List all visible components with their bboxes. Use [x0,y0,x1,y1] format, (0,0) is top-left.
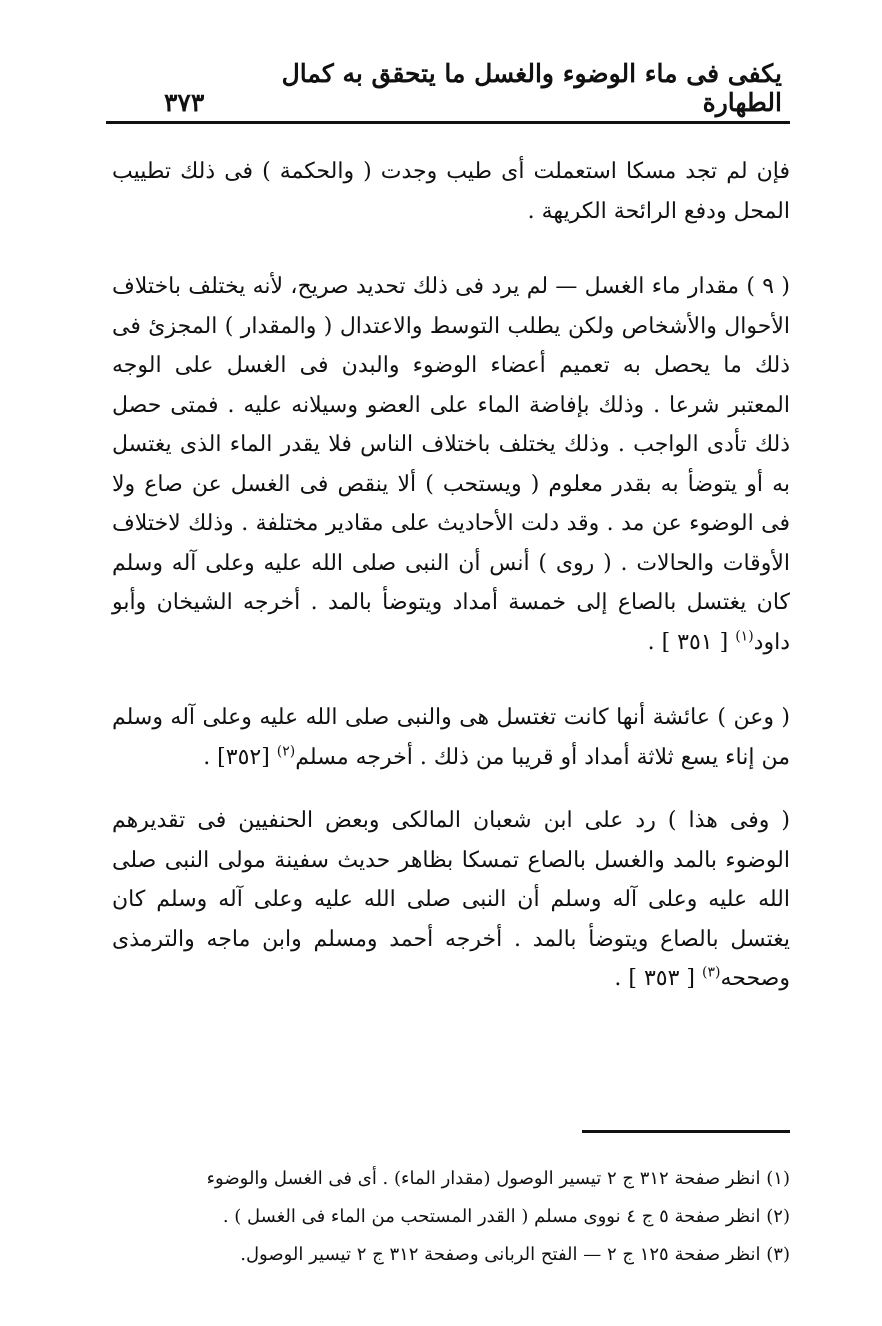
paragraph-4-text: ( وفى هذا ) رد على ابن شعبان المالكى وبعض الحنفيين فى تقديرهم الوضوء بالمد والغسل بالصاع تمسكا بظاهر حديث سفينة مولى النبى صلى الله عليه وعلى آله وسلم أن النبى صلى الله عليه وعلى آله وسلم كان يغتسل بالصاع ويتوضأ بالمد . أخرجه أحمد ومسلم وابن ماجه والترمذى وصححه [112,808,790,991]
footnote-ref-2: (٢) [276,743,296,760]
citation-1: [ ٣٥١ ] . [647,629,736,655]
running-header [106,59,790,124]
footnote-3: (٣) انظر صفحة ١٢٥ ج ٢ — الفتح الربانى وصفحة ٣١٢ ج ٢ تيسير الوصول. [240,1244,790,1265]
paragraph-2-text: ( ٩ ) مقدار ماء الغسل — لم يرد فى ذلك تحديد صريح، لأنه يختلف باختلاف الأحوال والأشخاص ولكن يطلب التوسط والاعتدال ( والمقدار ) المجزئ فى ذلك ما يحصل به تعميم أعضاء الوضوء والبدن فى الغسل على الوجه المعتبر شرعا . وذلك بإفاضة الماء على العضو وسيلانه عليه . فمتى حصل ذلك تأدى الواجب . وذلك يختلف باختلاف الناس فلا يقدر الماء الذى يغتسل به أو يتوضأ به بقدر معلوم ( ويستحب ) ألا ينقص فى الغسل عن صاع ولا فى الوضوء عن مد . وقد دلت الأحاديث على مقادير مختلفة . وذلك لاختلاف الأوقات والحالات . ( روى ) أنس أن النبى صلى الله عليه وعلى آله وسلم كان يغتسل بالصاع إلى خمسة أمداد ويتوضأ بالمد . أخرجه الشيخان وأبو داود [112,274,790,655]
page-number: ٣٧٣ [164,88,205,117]
header-title: يكفى فى ماء الوضوء والغسل ما يتحقق به كمال الطهارة [281,59,782,117]
citation-3: [ ٣٥٣ ] . [614,966,703,991]
paragraph-2 [112,267,790,662]
footnote-ref-3: (٣) [702,964,721,981]
paragraph-3 [112,698,790,777]
footnotes [112,1160,790,1274]
footnote-1: (١) انظر صفحة ٣١٢ ج ٢ تيسير الوصول (مقدار الماء) . أى فى الغسل والوضوء [206,1168,790,1189]
footnote-2: (٢) انظر صفحة ٥ ج ٤ نووى مسلم ( القدر المستحب من الماء فى الغسل ) . [222,1206,790,1227]
paragraph-3-text: ( وعن ) عائشة أنها كانت تغتسل هى والنبى صلى الله عليه وعلى آله وسلم من إناء يسع ثلاثة أمداد أو قريبا من ذلك . أخرجه مسلم [112,705,790,770]
citation-2: [٣٥٢] . [203,744,277,770]
paragraph-4 [112,801,790,999]
paragraph-1: فإن لم تجد مسكا استعملت أى طيب وجدت ( والحكمة ) فى ذلك تطييب المحل ودفع الرائحة الكريهة . [112,159,790,224]
footnote-ref-1: (١) [735,628,754,645]
main-text [112,152,790,999]
footnote-separator [582,1130,790,1133]
